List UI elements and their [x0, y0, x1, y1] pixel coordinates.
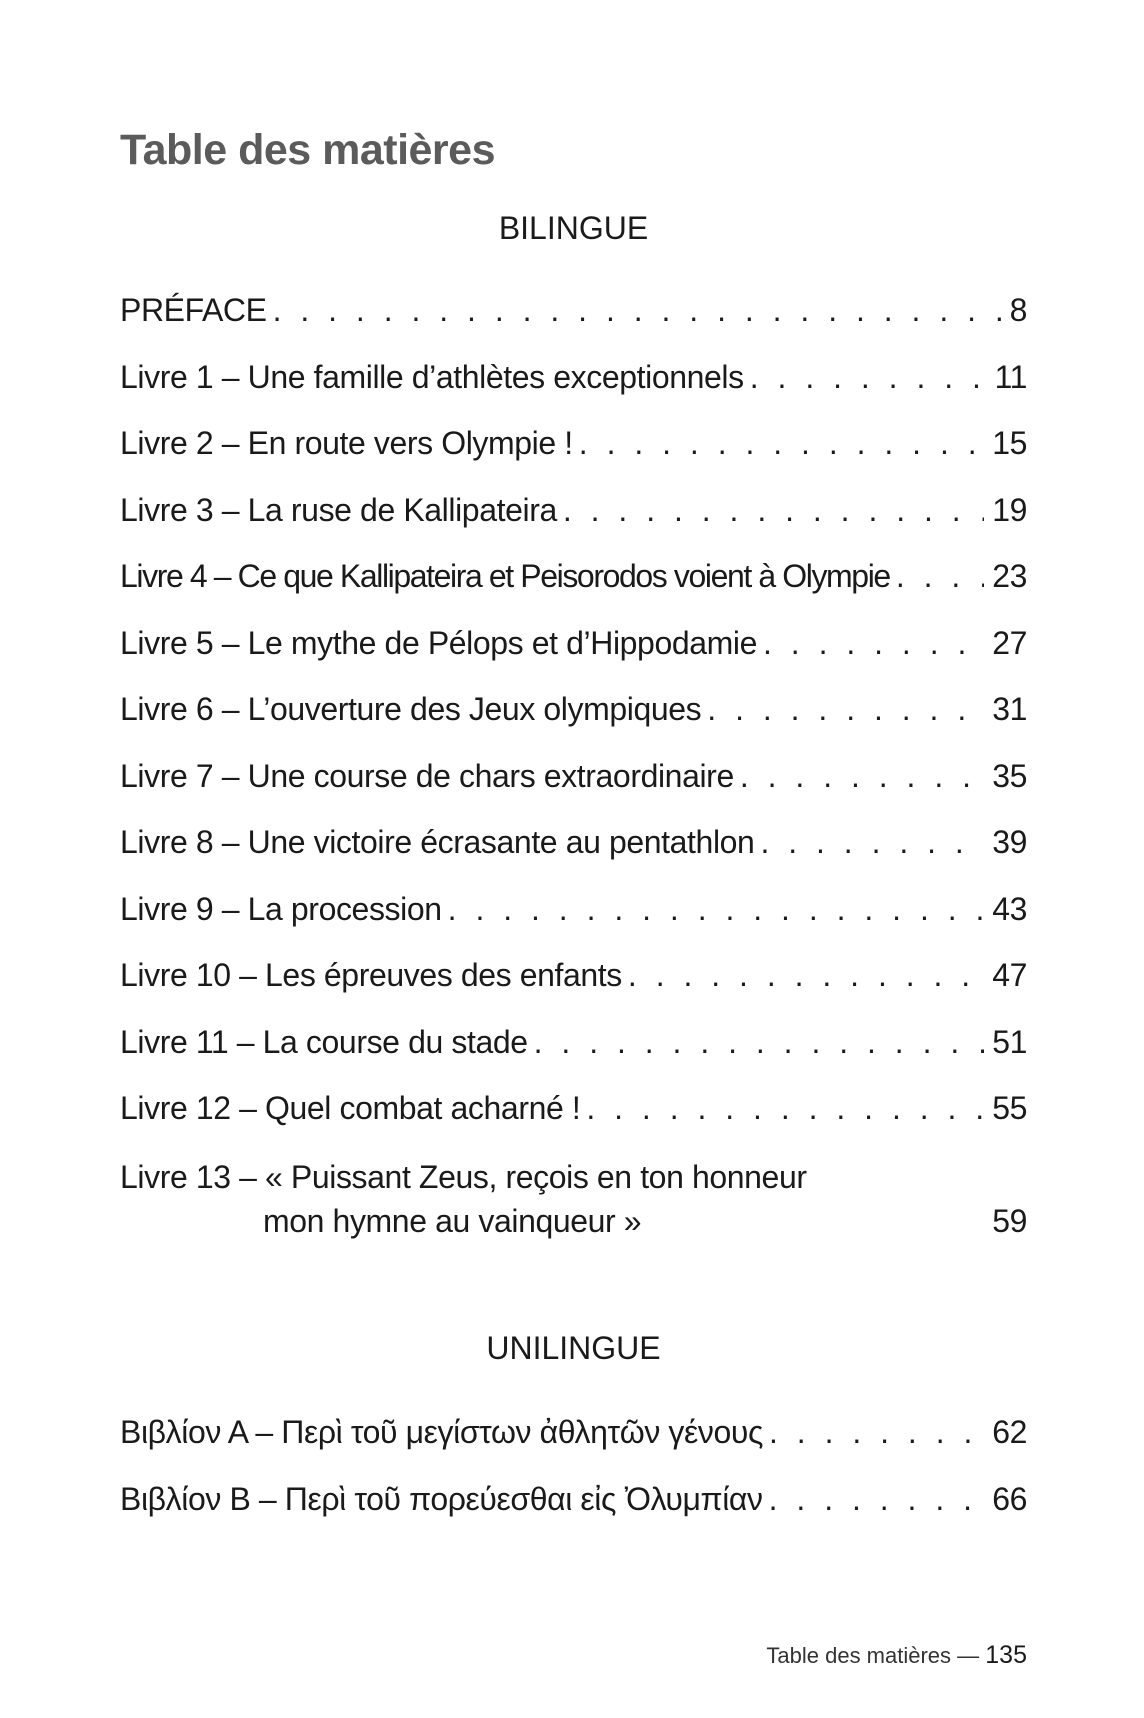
toc-entry[interactable]: [120, 756, 1027, 823]
toc-entry-label: Livre 6 – L’ouverture des Jeux olympiques: [120, 691, 702, 727]
toc-entry-label: Livre 3 – La ruse de Kallipateira: [120, 491, 557, 528]
toc-entry-label: mon hymne au vainqueur »: [263, 1202, 642, 1239]
toc-entry-page: 43: [992, 890, 1027, 927]
toc-entry[interactable]: [120, 1088, 1027, 1155]
toc-entry[interactable]: [120, 955, 1027, 1022]
dot-leader: [769, 1479, 985, 1519]
toc-entry-label: Livre 1 – Une famille d’athlètes exceptionnels: [120, 358, 744, 395]
toc-entry[interactable]: [120, 689, 1027, 756]
dot-leader: [707, 689, 984, 729]
toc-entry-page: 15: [992, 425, 1027, 461]
toc-entry-page: 55: [992, 1090, 1027, 1126]
toc-entry-page: 23: [992, 558, 1027, 594]
page-number: 135: [985, 1641, 1027, 1669]
toc-entry[interactable]: [120, 423, 1027, 490]
toc-entry-page: 27: [992, 624, 1027, 661]
toc-entry[interactable]: [120, 1479, 1027, 1546]
section-heading-bilingue: BILINGUE: [498, 210, 649, 246]
toc-list-bilingue: [120, 290, 1027, 1267]
toc-entry[interactable]: [120, 290, 1027, 357]
toc-list-unilingue: [120, 1412, 1027, 1545]
toc-entry-page: 8: [1009, 292, 1027, 328]
toc-entry[interactable]: [120, 822, 1027, 889]
toc-entry-continuation: [120, 1199, 1027, 1243]
toc-entry[interactable]: [120, 889, 1027, 956]
toc-entry-label: Livre 11 – La course du stade: [120, 1023, 528, 1060]
toc-entry-label: Livre 7 – Une course de chars extraordinaire: [120, 757, 734, 794]
toc-entry-page: 35: [992, 757, 1027, 794]
toc-entry[interactable]: [120, 357, 1027, 424]
dot-leader: [740, 756, 984, 796]
dot-leader: [586, 1088, 984, 1128]
dot-leader: [760, 822, 984, 862]
toc-entry-label: Livre 10 – Les épreuves des enfants: [120, 957, 622, 993]
toc-entry-page: 59: [992, 1202, 1027, 1239]
dot-leader: [563, 490, 984, 530]
toc-entry-page: 39: [992, 824, 1027, 860]
section-heading-unilingue: UNILINGUE: [486, 1330, 661, 1366]
toc-entry-label: Βιβλίον Β – Περὶ τοῦ πορεύεσθαι εἰς Ὀλυμπίαν: [120, 1480, 763, 1517]
toc-entry-page: 31: [992, 691, 1027, 727]
dot-leader: [628, 955, 984, 995]
toc-entry-page: 11: [994, 358, 1027, 395]
toc-entry[interactable]: [120, 1022, 1027, 1089]
page-title: Table des matières: [120, 126, 495, 174]
toc-entry-page: 62: [992, 1414, 1027, 1450]
toc-entry[interactable]: [120, 623, 1027, 690]
toc-entry[interactable]: [120, 556, 1027, 623]
dot-leader: [448, 889, 985, 929]
dot-leader: [534, 1022, 985, 1062]
toc-entry-page: 66: [992, 1480, 1027, 1517]
running-footer: [766, 1641, 1027, 1670]
toc-entry[interactable]: [120, 1155, 1027, 1267]
dot-leader: [750, 357, 987, 397]
dot-leader: [579, 423, 984, 463]
toc-entry-label: Livre 8 – Une victoire écrasante au pentathlon: [120, 824, 755, 860]
toc-entry-label: PRÉFACE: [120, 292, 267, 328]
dot-leader: [769, 1412, 984, 1452]
toc-entry-label: Livre 4 – Ce que Kallipateira et Peisorodos voient à Olympie: [120, 558, 890, 594]
toc-entry-label: Livre 12 – Quel combat acharné !: [120, 1090, 581, 1126]
toc-entry-label: Livre 13 – « Puissant Zeus, reçois en ton honneur: [120, 1158, 807, 1195]
dot-leader: [896, 556, 984, 596]
running-head: Table des matières —: [766, 1643, 980, 1668]
toc-entry[interactable]: [120, 490, 1027, 557]
dot-leader: [273, 290, 1002, 330]
toc-entry-label: Livre 9 – La procession: [120, 890, 442, 927]
toc-entry-page: 51: [992, 1023, 1027, 1060]
toc-entry-page: 47: [992, 957, 1027, 993]
toc-entry-label: Βιβλίον Α – Περὶ τοῦ μεγίστων ἀθλητῶν γένους: [120, 1414, 764, 1450]
toc-entry[interactable]: [120, 1412, 1027, 1479]
toc-entry-page: 19: [992, 491, 1027, 528]
dot-leader: [763, 623, 984, 663]
toc-entry-label: Livre 5 – Le mythe de Pélops et d’Hippodamie: [120, 624, 758, 661]
toc-entry-label: Livre 2 – En route vers Olympie !: [120, 425, 573, 461]
